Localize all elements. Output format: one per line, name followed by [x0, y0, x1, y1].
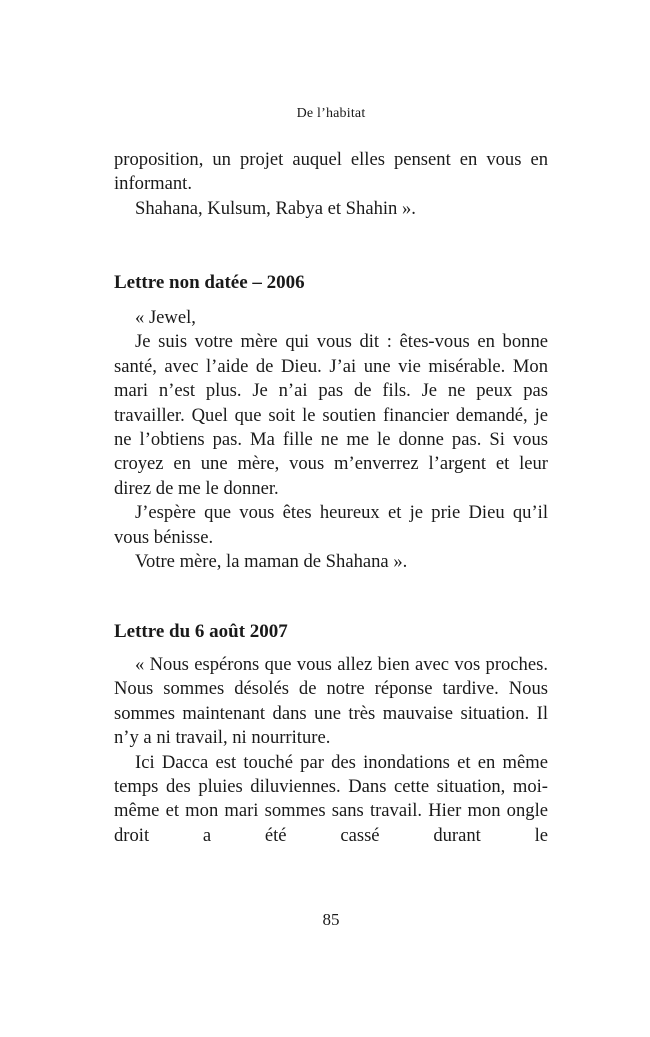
letter2-heading: Lettre du 6 août 2007 — [114, 621, 288, 642]
letter2-paragraph: « Nous espérons que vous allez bien avec vos proches. Nous sommes désolés de notre réponse tardive. Nous sommes maintenant dans une très mauvaise situation. Il n’y a ni travail, ni nourriture. — [114, 654, 548, 749]
intro-section — [114, 148, 548, 221]
intro-signature: Shahana, Kulsum, Rabya et Shahin ». — [135, 197, 416, 219]
letter1-heading: Lettre non datée – 2006 — [114, 272, 305, 293]
letter2-body — [114, 653, 548, 848]
letter2-paragraph: Ici Dacca est touché par des inondations et en même temps des pluies diluviennes. Dans cette situation, moi-même et mon mari sommes sans travail. Hier mon ongle droit a été cassé durant le — [114, 751, 548, 846]
letter1-body — [114, 306, 548, 574]
letter1-salutation: « Jewel, — [135, 307, 196, 328]
letter1-signature: Votre mère, la maman de Shahana ». — [135, 551, 408, 573]
letter1-paragraph: J’espère que vous êtes heureux et je prie Dieu qu’il vous bénisse. — [114, 502, 548, 548]
page-number: 85 — [322, 910, 340, 929]
running-head: De l’habitat — [296, 106, 366, 121]
book-page — [114, 0, 548, 1037]
letter1-paragraph: Je suis votre mère qui vous dit : êtes-vous en bonne santé, avec l’aide de Dieu. J’ai une vie misérable. Mon mari n’est plus. Je n’ai pas de fils. Je ne peux pas travailler. Quel que soit le soutien financier demandé, je ne l’obtiens pas. Ma fille ne me le donne pas. Si vous croyez en une mère, vous m’enverrez l’argent et leur direz de me le donner. — [114, 331, 548, 499]
intro-paragraph: proposition, un projet auquel elles pensent en vous en informant. — [114, 149, 548, 195]
